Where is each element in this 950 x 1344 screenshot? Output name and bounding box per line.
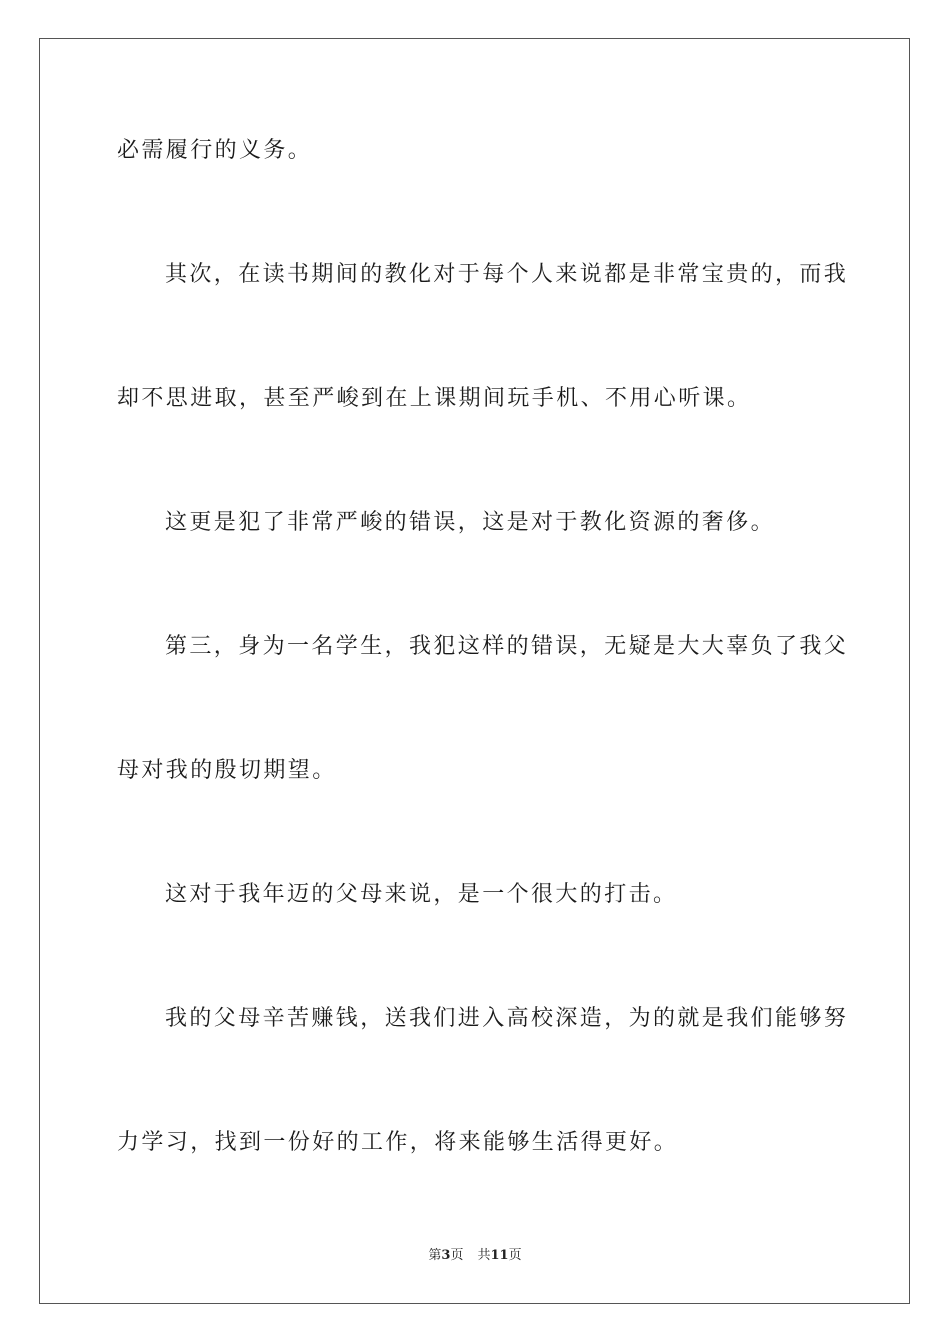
text-line: 母对我的殷切期望。 [117, 758, 337, 783]
text-line: 这对于我年迈的父母来说，是一个很大的打击。 [165, 882, 678, 907]
footer-total-suffix: 页 [508, 1248, 522, 1263]
text-line: 第三，身为一名学生，我犯这样的错误，无疑是大大辜负了我父 [165, 634, 849, 659]
text-line: 这更是犯了非常严峻的错误，这是对于教化资源的奢侈。 [165, 510, 776, 535]
page-footer [0, 1247, 950, 1265]
text-line: 却不思进取，甚至严峻到在上课期间玩手机、不用心听课。 [117, 386, 752, 411]
footer-total-prefix: 共 [477, 1248, 491, 1263]
text-line: 我的父母辛苦赚钱，送我们进入高校深造，为的就是我们能够努 [165, 1006, 849, 1031]
footer-page-number: 3 [441, 1248, 451, 1263]
text-line: 必需履行的义务。 [117, 138, 313, 163]
text-line: 力学习，找到一份好的工作，将来能够生活得更好。 [117, 1130, 679, 1155]
footer-page-suffix: 页 [450, 1248, 464, 1263]
text-line: 其次，在读书期间的教化对于每个人来说都是非常宝贵的，而我 [165, 262, 849, 287]
footer-total-pages: 11 [490, 1248, 509, 1263]
footer-page-prefix: 第 [428, 1248, 442, 1263]
page-border [39, 38, 910, 1304]
